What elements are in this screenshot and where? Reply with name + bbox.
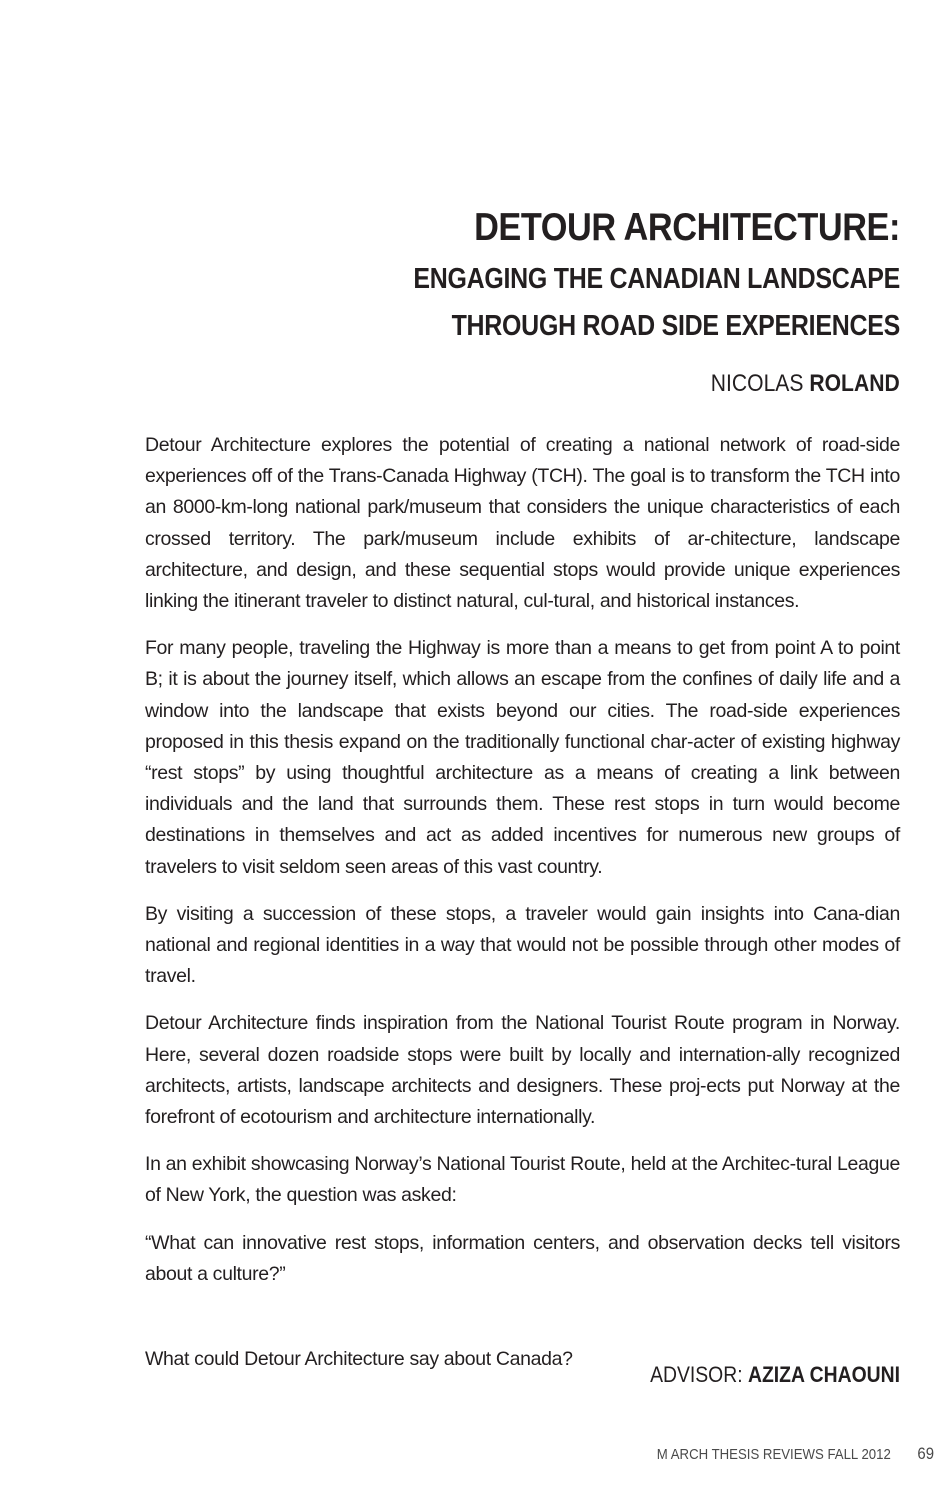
advisor-name: AZIZA CHAOUNI (747, 1362, 900, 1387)
paragraph-5: In an exhibit showcasing Norway’s National Tourist Route, held at the Architec-tural League of New York, the question was asked: (145, 1153, 900, 1207)
advisor-label: ADVISOR: (650, 1362, 743, 1387)
page-number: 69 (917, 1444, 934, 1463)
closing-question: What could Detour Architecture say about Canada? (145, 1348, 573, 1370)
paragraph-4: Detour Architecture finds inspiration from the National Tourist Route program in Norway. Here, several dozen roadside stops were built by locally and internation-ally recognized architects, artists, landscape architects and designers. These proj-ects put Norway at the forefront of ecotourism and architecture internationally. (145, 1012, 900, 1129)
subtitle-line-2: THROUGH ROAD SIDE EXPERIENCES (451, 310, 900, 342)
paragraph-1: Detour Architecture explores the potential of creating a national network of road-side experiences off of the Trans-Canada Highway (TCH). The goal is to transform the TCH into an 8000-km-long national park/museum that considers the unique characteristics of each crossed territory. The park/museum include exhibits of ar-chitecture, landscape architecture, and design, and these sequential stops would provide unique experiences linking the itinerant traveler to distinct natural, cul-tural, and historical instances. (145, 434, 900, 613)
title-block (145, 200, 900, 350)
author-first-name: NICOLAS (711, 370, 804, 397)
subtitle-line-1: ENGAGING THE CANADIAN LANDSCAPE (413, 263, 900, 295)
page-footer (657, 1443, 934, 1466)
page-title: DETOUR ARCHITECTURE: (474, 206, 900, 249)
paragraph-3: By visiting a succession of these stops, a traveler would gain insights into Cana-dian national and regional identities in a way that would not be possible through other modes of travel. (145, 902, 900, 988)
author-last-name: ROLAND (809, 370, 900, 397)
publication-title: M ARCH THESIS REVIEWS FALL 2012 (656, 1446, 891, 1463)
closing-row (145, 1344, 900, 1390)
quote-paragraph: “What can innovative rest stops, information centers, and observation decks tell visitors about a culture?” (145, 1231, 900, 1285)
author-byline (711, 366, 900, 402)
paragraph-2: For many people, traveling the Highway is more than a means to get from point A to point B; it is about the journey itself, which allows an escape from the confines of daily life and a window into the landscape that exists beyond our cities. The road-side experiences proposed in this thesis expand on the traditionally functional char-acter of existing highway “rest stops” by using thoughtful architecture as a means of creating a link between individuals and the land that surrounds them. These rest stops in turn would become destinations in themselves and act as added incentives for numerous new groups of travelers to visit seldom seen areas of this vast country. (145, 637, 900, 878)
abstract-body (145, 430, 900, 1306)
advisor-credit (650, 1360, 900, 1390)
